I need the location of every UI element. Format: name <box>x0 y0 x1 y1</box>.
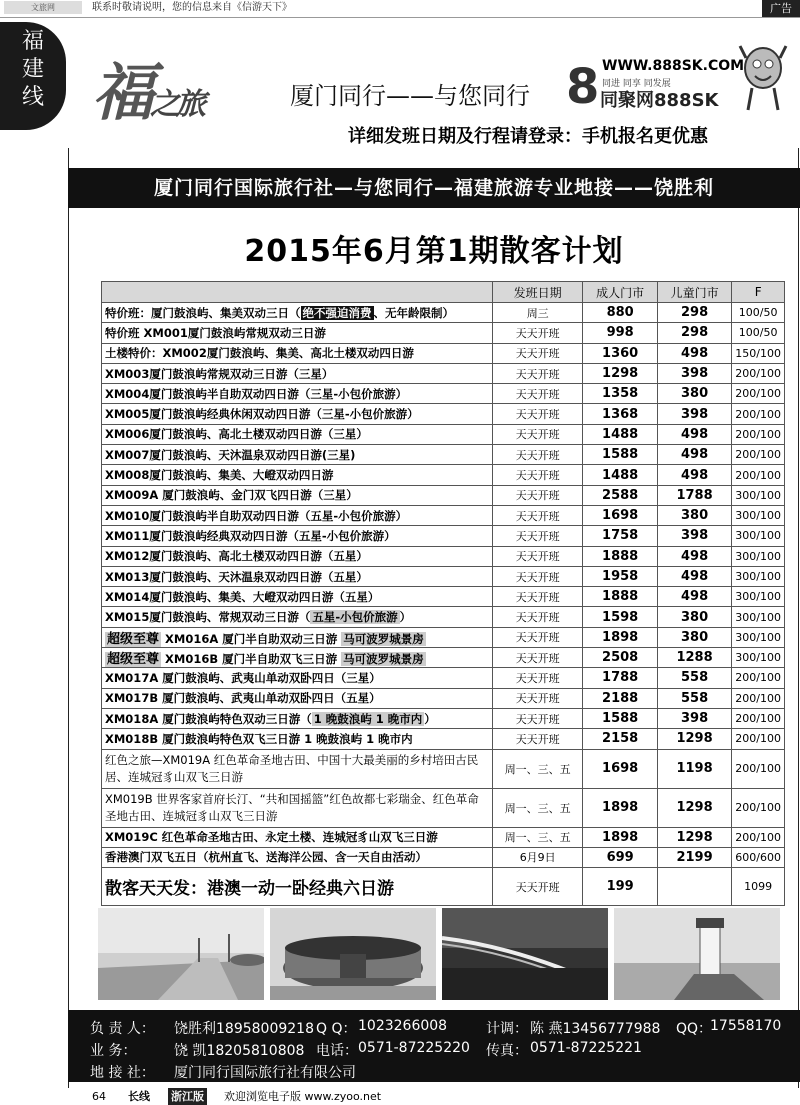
route-name <box>102 424 493 444</box>
route-name-text: XM014厦门鼓浪屿、集美、大嶝双动四日游（五星） <box>105 589 380 604</box>
route-highlight: 1 晚鼓浪屿 1 晚市内 <box>313 711 423 726</box>
f-value: 300/100 <box>732 627 785 647</box>
agency-banner: 厦门同行国际旅行社—与您同行—福建旅游专业地接——饶胜利 <box>68 168 800 208</box>
table-row <box>102 505 785 525</box>
route-name-text: XM010厦门鼓浪屿半自助双动四日游（五星-小包价旅游） <box>105 508 408 523</box>
adult-price: 1898 <box>583 627 657 647</box>
f-value: 200/100 <box>732 363 785 383</box>
top-strip <box>0 0 800 16</box>
child-price: 1298 <box>657 827 731 847</box>
table-row <box>102 303 785 323</box>
page-number: 64 <box>92 1090 106 1103</box>
f-value: 200/100 <box>732 749 785 788</box>
partner-url[interactable]: WWW.888SK.COM <box>602 58 745 74</box>
route-name-part: ） <box>424 711 436 726</box>
table-row <box>102 343 785 363</box>
planner-qq-value: 17558170 <box>710 1018 782 1034</box>
child-price: 298 <box>657 323 731 343</box>
departure-date: 天天开班 <box>492 323 582 343</box>
f-value: 200/100 <box>732 788 785 827</box>
table-header-row <box>102 282 785 303</box>
qq-label: Q Q： <box>316 1021 357 1037</box>
top-note: 联系时敬请说明，您的信息来自《信游天下》 <box>92 2 292 13</box>
departure-date: 天天开班 <box>492 404 582 424</box>
partner-tagline: 同进 同享 同发展 <box>602 79 671 89</box>
departure-date: 天天开班 <box>492 566 582 586</box>
lighthouse-photo <box>614 908 780 1000</box>
tel-label: 电话： <box>316 1043 358 1059</box>
departure-date: 天天开班 <box>492 526 582 546</box>
adult-price: 1298 <box>583 363 657 383</box>
departure-date: 天天开班 <box>492 868 582 906</box>
fax-value: 0571-87225221 <box>530 1040 642 1056</box>
detail-line: 详细发班日期及行程请登录：手机报名更优惠 <box>348 126 708 147</box>
f-value: 1099 <box>732 868 785 906</box>
page-footer <box>0 1088 800 1105</box>
adult-price: 1360 <box>583 343 657 363</box>
child-price: 498 <box>657 343 731 363</box>
manager-label: 负 责 人： <box>90 1021 155 1037</box>
f-value: 200/100 <box>732 827 785 847</box>
region-tab <box>0 22 66 130</box>
departure-date: 天天开班 <box>492 648 582 668</box>
departure-date: 天天开班 <box>492 424 582 444</box>
departure-date: 天天开班 <box>492 587 582 607</box>
publication-logo: 文旅网 <box>4 1 82 14</box>
ebook-link[interactable]: 欢迎浏览电子版 www.zyoo.net <box>224 1090 382 1103</box>
route-name-text: XM003厦门鼓浪屿常规双动三日游（三星） <box>105 366 334 381</box>
col-child-price: 儿童门市 <box>657 282 731 303</box>
f-value: 300/100 <box>732 648 785 668</box>
route-name <box>102 404 493 424</box>
child-price: 380 <box>657 627 731 647</box>
route-name-part: XM018A 厦门鼓浪屿特色双动三日游（ <box>105 711 312 726</box>
route-name <box>102 749 493 788</box>
route-name-text: XM007厦门鼓浪屿、天沐温泉双动四日游(三星) <box>105 447 356 462</box>
route-name-part: 、无年龄限制） <box>373 305 454 320</box>
f-value: 300/100 <box>732 505 785 525</box>
route-name-text: XM004厦门鼓浪屿半自助双动四日游（三星-小包价旅游） <box>105 386 408 401</box>
child-price: 498 <box>657 546 731 566</box>
adult-price: 1788 <box>583 668 657 688</box>
table-row <box>102 404 785 424</box>
child-price: 498 <box>657 465 731 485</box>
f-value: 300/100 <box>732 587 785 607</box>
adult-price: 1358 <box>583 384 657 404</box>
route-name <box>102 566 493 586</box>
route-name-text: XM013厦门鼓浪屿、天沐温泉双动四日游（五星） <box>105 569 368 584</box>
route-name-part: XM016B 厦门半自助双飞三日游 <box>161 652 342 667</box>
col-f: F <box>732 282 785 303</box>
section-name: 长线 <box>128 1090 150 1103</box>
table-row <box>102 627 785 647</box>
adult-price: 1598 <box>583 607 657 627</box>
child-price: 380 <box>657 384 731 404</box>
route-name <box>102 526 493 546</box>
tel-value: 0571-87225220 <box>358 1040 470 1056</box>
table-row <box>102 384 785 404</box>
route-name <box>102 648 493 668</box>
route-highlight: 马可波罗城景房 <box>343 631 424 646</box>
departure-date: 周一、三、五 <box>492 788 582 827</box>
adult-price: 1488 <box>583 465 657 485</box>
departure-date: 天天开班 <box>492 607 582 627</box>
f-value: 200/100 <box>732 729 785 749</box>
adult-price: 880 <box>583 303 657 323</box>
table-row <box>102 323 785 343</box>
adult-price: 1888 <box>583 546 657 566</box>
f-value: 100/50 <box>732 303 785 323</box>
adult-price: 1898 <box>583 788 657 827</box>
route-name-part: XM016A 厦门半自助双动三日游 <box>161 631 342 646</box>
child-price: 398 <box>657 404 731 424</box>
route-name-text: XM011厦门鼓浪屿经典双动四日游（五星-小包价旅游） <box>105 528 396 543</box>
route-name-part: ） <box>399 610 412 625</box>
departure-date: 天天开班 <box>492 485 582 505</box>
partner-logo-digit: 8 <box>566 59 600 115</box>
departure-date: 天天开班 <box>492 546 582 566</box>
photo-strip <box>98 908 790 1000</box>
child-price: 398 <box>657 526 731 546</box>
qq-value: 1023266008 <box>358 1018 448 1034</box>
child-price: 498 <box>657 566 731 586</box>
region-tab-char: 福 <box>21 29 44 54</box>
table-row <box>102 546 785 566</box>
fax-label: 传真： <box>486 1043 528 1059</box>
table-row <box>102 708 785 728</box>
route-name <box>102 485 493 505</box>
table-row <box>102 827 785 847</box>
adult-price: 998 <box>583 323 657 343</box>
col-route <box>102 282 493 303</box>
planner-label: 计调： <box>486 1021 528 1037</box>
route-name <box>102 546 493 566</box>
region-tab-char: 线 <box>21 85 44 110</box>
slogan: 厦门同行——与您同行 <box>290 82 530 110</box>
route-name-part: 特价班：厦门鼓浪屿、集美双动三日（ <box>105 305 301 320</box>
brand-rest: 之旅 <box>150 87 203 122</box>
route-name-text: XM009A 厦门鼓浪屿、金门双飞四日游（三星） <box>105 488 358 503</box>
route-name-text: 特价班 XM001厦门鼓浪屿常规双动三日游 <box>105 325 326 340</box>
route-name-text: XM005厦门鼓浪屿经典休闲双动四日游（三星-小包价旅游） <box>105 407 419 422</box>
child-price: 398 <box>657 363 731 383</box>
departure-date: 6月9日 <box>492 847 582 867</box>
route-name <box>102 465 493 485</box>
child-price: 1788 <box>657 485 731 505</box>
child-price: 2199 <box>657 847 731 867</box>
seaside-promenade-photo <box>98 908 264 1000</box>
departure-date: 周一、三、五 <box>492 827 582 847</box>
adult-price: 1888 <box>583 587 657 607</box>
table-row <box>102 587 785 607</box>
table-row <box>102 868 785 906</box>
route-lead-tag: 超级至尊 <box>107 631 160 647</box>
adult-price: 1698 <box>583 505 657 525</box>
table-row <box>102 424 785 444</box>
manager-phone: 饶胜利18958009218 <box>174 1021 314 1037</box>
adult-price: 1488 <box>583 424 657 444</box>
top-divider <box>0 17 800 18</box>
brand-main: 福 <box>92 56 151 129</box>
route-name <box>102 303 493 323</box>
departure-date: 天天开班 <box>492 627 582 647</box>
departure-date: 天天开班 <box>492 363 582 383</box>
adult-price: 2508 <box>583 648 657 668</box>
child-price: 498 <box>657 587 731 607</box>
table-row <box>102 688 785 708</box>
f-value: 200/100 <box>732 688 785 708</box>
f-value: 600/600 <box>732 847 785 867</box>
f-value: 200/100 <box>732 424 785 444</box>
route-name <box>102 827 493 847</box>
sales-label: 业 务： <box>90 1043 137 1059</box>
departure-date: 天天开班 <box>492 668 582 688</box>
route-name-text: XM019B 世界客家首府长汀、“共和国摇篮”红色故都七彩瑞金、红色革命圣地古田、连城冠豸山双飞三日游 <box>105 791 479 823</box>
child-price: 298 <box>657 303 731 323</box>
table-row <box>102 363 785 383</box>
planner-qq-label: QQ： <box>676 1021 713 1037</box>
f-value: 150/100 <box>732 343 785 363</box>
adult-price: 1368 <box>583 404 657 424</box>
departure-date: 天天开班 <box>492 343 582 363</box>
adult-price: 1698 <box>583 749 657 788</box>
route-name-text: XM019C 红色革命圣地古田、永定土楼、连城冠豸山双飞三日游 <box>105 830 438 845</box>
adult-price: 199 <box>583 868 657 906</box>
departure-date: 天天开班 <box>492 505 582 525</box>
table-row <box>102 648 785 668</box>
table-row <box>102 566 785 586</box>
f-value: 200/100 <box>732 668 785 688</box>
tulou-photo <box>270 908 436 1000</box>
sales-phone: 饶 凯18205810808 <box>174 1043 305 1059</box>
route-name <box>102 323 493 343</box>
departure-date: 天天开班 <box>492 384 582 404</box>
departure-date: 天天开班 <box>492 708 582 728</box>
edition-badge: 浙江版 <box>168 1088 207 1105</box>
departure-date: 周三 <box>492 303 582 323</box>
bridge-night-photo <box>442 908 608 1000</box>
table-row <box>102 607 785 627</box>
child-price: 380 <box>657 505 731 525</box>
route-name <box>102 668 493 688</box>
planner-phone: 陈 燕13456777988 <box>530 1021 661 1037</box>
route-name <box>102 627 493 647</box>
f-value: 100/50 <box>732 323 785 343</box>
route-name <box>102 445 493 465</box>
child-price: 498 <box>657 445 731 465</box>
child-price: 398 <box>657 708 731 728</box>
route-name <box>102 505 493 525</box>
table-row <box>102 668 785 688</box>
col-adult-price: 成人门市 <box>583 282 657 303</box>
contact-block <box>68 1010 800 1082</box>
f-value: 300/100 <box>732 566 785 586</box>
table-row <box>102 788 785 827</box>
route-name <box>102 729 493 749</box>
adult-price: 2588 <box>583 485 657 505</box>
departure-date: 天天开班 <box>492 729 582 749</box>
route-name <box>102 363 493 383</box>
f-value: 300/100 <box>732 546 785 566</box>
col-date: 发班日期 <box>492 282 582 303</box>
route-name-text: 散客天天发：港澳一动一卧经典六日游 <box>105 879 394 900</box>
table-row <box>102 847 785 867</box>
route-name-text: 土楼特价：XM002厦门鼓浪屿、集美、高北土楼双动四日游 <box>105 346 414 361</box>
table-row <box>102 465 785 485</box>
departure-date: 天天开班 <box>492 688 582 708</box>
departure-date: 天天开班 <box>492 465 582 485</box>
route-name <box>102 788 493 827</box>
route-name-text: XM006厦门鼓浪屿、高北土楼双动四日游（三星） <box>105 427 368 442</box>
f-value: 200/100 <box>732 384 785 404</box>
route-name-text: 香港澳门双飞五日（杭州直飞、送海洋公园、含一天自由活动） <box>105 850 427 865</box>
partner-name: 同聚网888SK <box>600 90 719 111</box>
table-row <box>102 485 785 505</box>
table-row <box>102 729 785 749</box>
child-price: 1288 <box>657 648 731 668</box>
child-price: 498 <box>657 424 731 444</box>
adult-price: 1958 <box>583 566 657 586</box>
table-row <box>102 749 785 788</box>
f-value: 300/100 <box>732 485 785 505</box>
adult-price: 699 <box>583 847 657 867</box>
route-name-text: XM017A 厦门鼓浪屿、武夷山单动双卧四日（三星） <box>105 670 381 685</box>
child-price: 380 <box>657 607 731 627</box>
f-value: 300/100 <box>732 526 785 546</box>
route-name <box>102 607 493 627</box>
child-price: 558 <box>657 688 731 708</box>
adult-price: 2158 <box>583 729 657 749</box>
adult-price: 1758 <box>583 526 657 546</box>
ad-tag: 广告 <box>762 0 800 18</box>
route-name-text: XM018B 厦门鼓浪屿特色双飞三日游 1 晚鼓浪屿 1 晚市内 <box>105 731 413 746</box>
departure-date: 周一、三、五 <box>492 749 582 788</box>
f-value: 200/100 <box>732 465 785 485</box>
child-price: 558 <box>657 668 731 688</box>
f-value: 200/100 <box>732 404 785 424</box>
child-price: 1198 <box>657 749 731 788</box>
route-name <box>102 708 493 728</box>
route-name-text: XM017B 厦门鼓浪屿、武夷山单动双卧四日（五星） <box>105 691 381 706</box>
child-price: 1298 <box>657 729 731 749</box>
route-name <box>102 384 493 404</box>
adult-price: 1898 <box>583 827 657 847</box>
route-highlight: 五星-小包价旅游 <box>312 610 398 625</box>
route-name <box>102 868 493 906</box>
route-name <box>102 343 493 363</box>
agency-label: 地 接 社： <box>90 1065 155 1081</box>
route-highlight: 马可波罗城景房 <box>343 652 424 667</box>
route-name-text: XM008厦门鼓浪屿、集美、大嶝双动四日游 <box>105 468 334 483</box>
adult-price: 1588 <box>583 445 657 465</box>
route-name-part: XM015厦门鼓浪屿、常规双动三日游（ <box>105 610 311 625</box>
child-price <box>657 868 731 906</box>
child-price: 1298 <box>657 788 731 827</box>
route-highlight: 绝不强迫消费 <box>302 305 372 320</box>
route-name <box>102 847 493 867</box>
departure-date: 天天开班 <box>492 445 582 465</box>
adult-price: 2188 <box>583 688 657 708</box>
mascot-icon <box>738 38 788 118</box>
f-value: 200/100 <box>732 445 785 465</box>
route-name <box>102 587 493 607</box>
f-value: 300/100 <box>732 607 785 627</box>
agency-name: 厦门同行国际旅行社有限公司 <box>174 1065 356 1081</box>
plan-title: 2015年6月第1期散客计划 <box>244 234 624 269</box>
tour-price-table <box>101 281 785 906</box>
route-lead-tag: 超级至尊 <box>107 652 160 668</box>
adult-price: 1588 <box>583 708 657 728</box>
region-tab-char: 建 <box>21 57 44 82</box>
route-name <box>102 688 493 708</box>
table-row <box>102 445 785 465</box>
route-name-text: XM012厦门鼓浪屿、高北土楼双动四日游（五星） <box>105 549 368 564</box>
route-name-text: 红色之旅—XM019A 红色革命圣地古田、中国十大最美丽的乡村培田古民居、连城冠豸山双飞三日游 <box>105 752 479 784</box>
table-row <box>102 526 785 546</box>
f-value: 200/100 <box>732 708 785 728</box>
brand-logo <box>92 38 292 148</box>
